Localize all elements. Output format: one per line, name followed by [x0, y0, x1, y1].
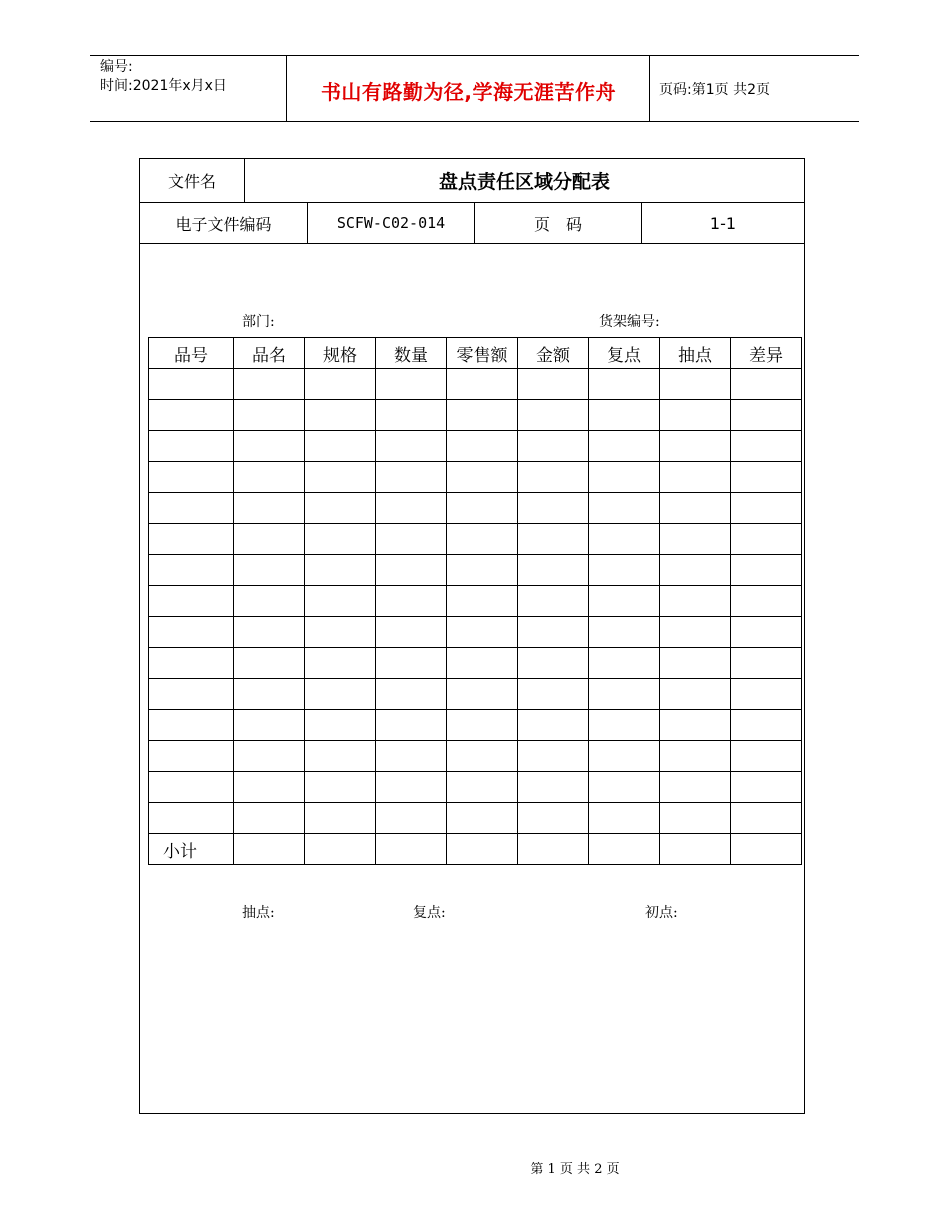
header-bottom-rule [90, 121, 859, 122]
table-cell[interactable] [447, 648, 518, 679]
table-cell[interactable] [589, 617, 660, 648]
table-row [149, 648, 802, 679]
table-row [149, 586, 802, 617]
table-row [149, 555, 802, 586]
table-cell[interactable] [149, 617, 234, 648]
table-cell[interactable] [234, 648, 305, 679]
table-cell[interactable] [234, 803, 305, 834]
department-label: 部门: [242, 314, 275, 330]
table-cell[interactable] [305, 400, 376, 431]
table-cell[interactable] [234, 431, 305, 462]
header-divider [649, 55, 650, 121]
header-page-info: 页码:第1页 共2页 [659, 82, 770, 98]
table-cell[interactable] [234, 400, 305, 431]
table-cell[interactable] [660, 710, 731, 741]
table-cell[interactable] [589, 772, 660, 803]
table-cell[interactable] [149, 803, 234, 834]
table-cell[interactable] [731, 679, 802, 710]
column-header: 品号 [149, 338, 234, 369]
page-label: 页 码 [533, 214, 582, 234]
table-cell[interactable] [589, 586, 660, 617]
file-name-label: 文件名 [167, 172, 216, 191]
table-cell[interactable] [376, 772, 447, 803]
table-cell[interactable] [518, 803, 589, 834]
table-cell[interactable] [376, 462, 447, 493]
table-cell[interactable] [518, 431, 589, 462]
header-meta [100, 58, 227, 96]
table-cell[interactable] [447, 803, 518, 834]
column-header: 复点 [589, 338, 660, 369]
table-cell[interactable] [660, 772, 731, 803]
table-cell[interactable] [305, 369, 376, 400]
document-title: 盘点责任区域分配表 [438, 171, 610, 193]
table-cell[interactable] [660, 493, 731, 524]
table-row [149, 741, 802, 772]
table-cell[interactable] [447, 524, 518, 555]
table-cell[interactable] [234, 369, 305, 400]
table-cell[interactable] [149, 741, 234, 772]
table-cell[interactable] [376, 524, 447, 555]
table-cell[interactable] [589, 493, 660, 524]
table-cell[interactable] [660, 462, 731, 493]
table-cell[interactable] [731, 710, 802, 741]
table-cell[interactable] [447, 834, 518, 865]
table-cell[interactable] [731, 431, 802, 462]
table-cell[interactable] [234, 679, 305, 710]
table-cell[interactable] [149, 369, 234, 400]
table-cell[interactable] [660, 834, 731, 865]
table-cell[interactable] [518, 834, 589, 865]
table-cell[interactable] [305, 524, 376, 555]
table-cell[interactable] [731, 555, 802, 586]
table-cell[interactable] [731, 462, 802, 493]
table-cell[interactable] [518, 369, 589, 400]
table-cell[interactable] [518, 648, 589, 679]
code-row [140, 203, 804, 244]
table-cell[interactable] [731, 772, 802, 803]
table-cell[interactable] [660, 400, 731, 431]
table-cell[interactable] [518, 555, 589, 586]
table-cell[interactable] [305, 586, 376, 617]
table-cell[interactable] [731, 803, 802, 834]
table-cell[interactable] [149, 493, 234, 524]
table-cell[interactable] [376, 586, 447, 617]
table-cell[interactable] [447, 710, 518, 741]
table-cell[interactable] [305, 741, 376, 772]
table-cell[interactable] [731, 493, 802, 524]
file-code-label: 电子文件编码 [175, 214, 272, 234]
page-value: 1-1 [709, 213, 737, 233]
table-row [149, 710, 802, 741]
table-cell[interactable] [149, 648, 234, 679]
table-cell[interactable] [589, 524, 660, 555]
table-cell[interactable] [149, 679, 234, 710]
table-cell[interactable] [447, 400, 518, 431]
table-cell[interactable] [305, 617, 376, 648]
table-cell[interactable] [447, 679, 518, 710]
table-cell[interactable] [731, 648, 802, 679]
column-header: 规格 [305, 338, 376, 369]
table-cell[interactable] [376, 617, 447, 648]
table-cell[interactable] [589, 555, 660, 586]
initial-count-label: 初点: [645, 905, 678, 921]
table-cell[interactable] [149, 555, 234, 586]
table-cell[interactable] [518, 617, 589, 648]
column-header: 数量 [376, 338, 447, 369]
table-cell[interactable] [518, 400, 589, 431]
table-cell[interactable] [305, 462, 376, 493]
table-cell[interactable] [234, 772, 305, 803]
subtotal-row [149, 834, 802, 865]
table-cell[interactable] [518, 524, 589, 555]
table-cell[interactable] [234, 524, 305, 555]
table-cell[interactable] [234, 741, 305, 772]
table-cell[interactable] [376, 741, 447, 772]
table-cell[interactable] [376, 431, 447, 462]
table-cell[interactable] [447, 617, 518, 648]
table-cell[interactable] [305, 493, 376, 524]
table-cell[interactable] [447, 462, 518, 493]
table-cell[interactable] [731, 617, 802, 648]
table-cell[interactable] [589, 803, 660, 834]
table-cell[interactable] [660, 555, 731, 586]
column-header: 品名 [234, 338, 305, 369]
table-cell[interactable] [589, 431, 660, 462]
table-cell[interactable] [518, 586, 589, 617]
document-number-label: 编号: [100, 59, 133, 75]
table-cell[interactable] [149, 462, 234, 493]
table-cell[interactable] [149, 586, 234, 617]
column-header: 抽点 [660, 338, 731, 369]
table-cell[interactable] [518, 772, 589, 803]
table-row [149, 617, 802, 648]
table-cell[interactable] [447, 586, 518, 617]
column-header: 金额 [518, 338, 589, 369]
table-cell[interactable] [660, 431, 731, 462]
table-cell[interactable] [305, 803, 376, 834]
table-cell[interactable] [376, 679, 447, 710]
subtotal-label: 小计 [149, 834, 234, 865]
table-cell[interactable] [589, 400, 660, 431]
table-cell[interactable] [447, 431, 518, 462]
header-divider [286, 55, 287, 121]
table-cell[interactable] [447, 369, 518, 400]
table-cell[interactable] [660, 803, 731, 834]
inventory-table [148, 337, 802, 865]
table-cell[interactable] [589, 710, 660, 741]
table-row [149, 803, 802, 834]
table-header-row [149, 338, 802, 369]
table-cell[interactable] [234, 617, 305, 648]
table-cell[interactable] [660, 617, 731, 648]
table-cell[interactable] [234, 834, 305, 865]
table-cell[interactable] [660, 524, 731, 555]
table-cell[interactable] [305, 648, 376, 679]
table-cell[interactable] [234, 493, 305, 524]
table-cell[interactable] [376, 710, 447, 741]
table-cell[interactable] [447, 772, 518, 803]
table-cell[interactable] [518, 679, 589, 710]
table-row [149, 493, 802, 524]
table-cell[interactable] [234, 555, 305, 586]
table-cell[interactable] [234, 462, 305, 493]
table-cell[interactable] [589, 462, 660, 493]
table-cell[interactable] [149, 772, 234, 803]
table-row [149, 679, 802, 710]
table-cell[interactable] [660, 679, 731, 710]
table-cell[interactable] [660, 586, 731, 617]
table-cell[interactable] [731, 400, 802, 431]
table-cell[interactable] [731, 834, 802, 865]
header-motto: 书山有路勤为径,学海无涯苦作舟 [320, 80, 617, 104]
table-cell[interactable] [376, 369, 447, 400]
table-cell[interactable] [589, 679, 660, 710]
table-cell[interactable] [376, 648, 447, 679]
table-cell[interactable] [305, 710, 376, 741]
table-cell[interactable] [149, 524, 234, 555]
table-cell[interactable] [376, 493, 447, 524]
table-cell[interactable] [518, 493, 589, 524]
table-cell[interactable] [149, 400, 234, 431]
table-cell[interactable] [149, 710, 234, 741]
table-row [149, 431, 802, 462]
table-body [149, 369, 802, 865]
title-row [140, 159, 804, 203]
table-cell[interactable] [376, 555, 447, 586]
table-cell[interactable] [376, 400, 447, 431]
column-header: 零售额 [447, 338, 518, 369]
table-cell[interactable] [305, 772, 376, 803]
table-cell[interactable] [305, 679, 376, 710]
file-code-value: SCFW-C02-014 [336, 214, 446, 232]
table-row [149, 462, 802, 493]
table-cell[interactable] [305, 555, 376, 586]
table-cell[interactable] [376, 834, 447, 865]
table-row [149, 524, 802, 555]
footer-page-number: 第 1 页 共 2 页 [530, 1162, 620, 1177]
table-cell[interactable] [731, 586, 802, 617]
table-cell[interactable] [731, 524, 802, 555]
document-time-label: 时间:2021年x月x日 [100, 78, 227, 94]
table-cell[interactable] [731, 369, 802, 400]
table-cell[interactable] [447, 493, 518, 524]
table-cell[interactable] [447, 741, 518, 772]
table-row [149, 369, 802, 400]
table-cell[interactable] [589, 834, 660, 865]
table-cell[interactable] [660, 741, 731, 772]
table-cell[interactable] [589, 648, 660, 679]
table-cell[interactable] [234, 586, 305, 617]
table-cell[interactable] [305, 834, 376, 865]
table-cell[interactable] [518, 741, 589, 772]
table-cell[interactable] [589, 741, 660, 772]
table-cell[interactable] [305, 431, 376, 462]
table-cell[interactable] [376, 803, 447, 834]
table-cell[interactable] [149, 431, 234, 462]
table-cell[interactable] [447, 555, 518, 586]
header-top-rule [90, 55, 859, 56]
table-row [149, 400, 802, 431]
table-cell[interactable] [660, 369, 731, 400]
table-cell[interactable] [731, 741, 802, 772]
table-cell[interactable] [660, 648, 731, 679]
spot-check-label: 抽点: [242, 905, 275, 921]
table-cell[interactable] [589, 369, 660, 400]
shelf-number-label: 货架编号: [599, 314, 660, 330]
recheck-label: 复点: [413, 905, 446, 921]
table-cell[interactable] [518, 710, 589, 741]
table-cell[interactable] [518, 462, 589, 493]
table-cell[interactable] [234, 710, 305, 741]
table-row [149, 772, 802, 803]
column-header: 差异 [731, 338, 802, 369]
